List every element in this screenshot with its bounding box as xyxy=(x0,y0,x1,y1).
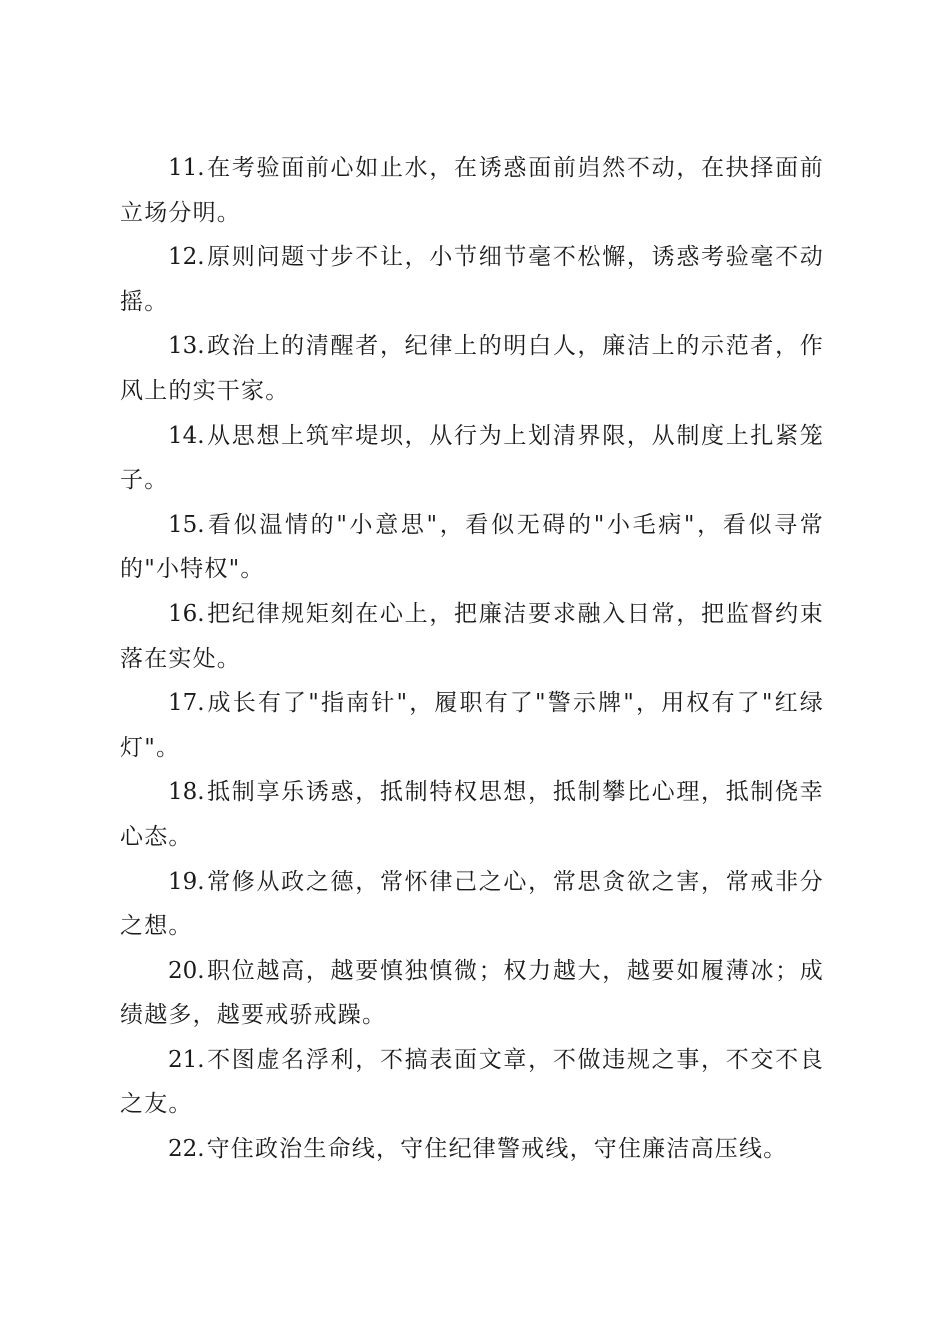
item-number: 18. xyxy=(168,779,205,806)
item-number: 15. xyxy=(168,511,205,538)
item-text: 政治上的清醒者，纪律上的明白人，廉洁上的示范者，作风上的实干家。 xyxy=(120,333,824,404)
list-item xyxy=(120,770,824,859)
item-number: 11. xyxy=(168,155,205,181)
list-item xyxy=(120,681,824,770)
list-item xyxy=(120,324,824,413)
item-number: 16. xyxy=(168,600,205,627)
item-number: 21. xyxy=(168,1046,205,1073)
item-text: 把纪律规矩刻在心上，把廉洁要求融入日常，把监督约束落在实处。 xyxy=(120,600,824,672)
list-item xyxy=(120,503,824,592)
item-text: 抵制享乐诱惑，抵制特权思想，抵制攀比心理，抵制侥幸心态。 xyxy=(120,779,824,850)
item-text: 不图虚名浮利，不搞表面文章，不做违规之事，不交不良之友。 xyxy=(120,1046,824,1118)
list-item xyxy=(120,414,824,503)
list-item xyxy=(120,1038,824,1127)
item-text: 在考验面前心如止水，在诱惑面前岿然不动，在抉择面前立场分明。 xyxy=(120,155,824,226)
item-number: 22. xyxy=(168,1136,205,1163)
item-text: 从思想上筑牢堤坝，从行为上划清界限，从制度上扎紧笼子。 xyxy=(120,422,824,494)
item-text: 守住政治生命线，守住纪律警戒线，守住廉洁高压线。 xyxy=(206,1136,788,1163)
list-item xyxy=(120,1127,824,1172)
item-text: 看似温情的"小意思"，看似无碍的"小毛病"，看似寻常的"小特权"。 xyxy=(120,511,824,583)
item-text: 成长有了"指南针"，履职有了"警示牌"，用权有了"红绿灯"。 xyxy=(120,690,824,761)
item-text: 原则问题寸步不让，小节细节毫不松懈，诱惑考验毫不动摇。 xyxy=(120,244,824,315)
item-text: 职位越高，越要慎独慎微；权力越大，越要如履薄冰；成绩越多，越要戒骄戒躁。 xyxy=(120,957,824,1029)
list-item xyxy=(120,592,824,681)
list-item xyxy=(120,860,824,949)
item-number: 12. xyxy=(168,244,205,271)
document-body xyxy=(120,146,824,1172)
list-item xyxy=(120,235,824,324)
item-text: 常修从政之德，常怀律己之心，常思贪欲之害，常戒非分之想。 xyxy=(120,868,824,940)
item-number: 14. xyxy=(168,422,205,449)
item-number: 20. xyxy=(168,957,205,984)
item-number: 13. xyxy=(168,333,205,360)
item-number: 17. xyxy=(168,690,205,717)
list-item xyxy=(120,146,824,235)
item-number: 19. xyxy=(168,868,205,895)
list-item xyxy=(120,949,824,1038)
